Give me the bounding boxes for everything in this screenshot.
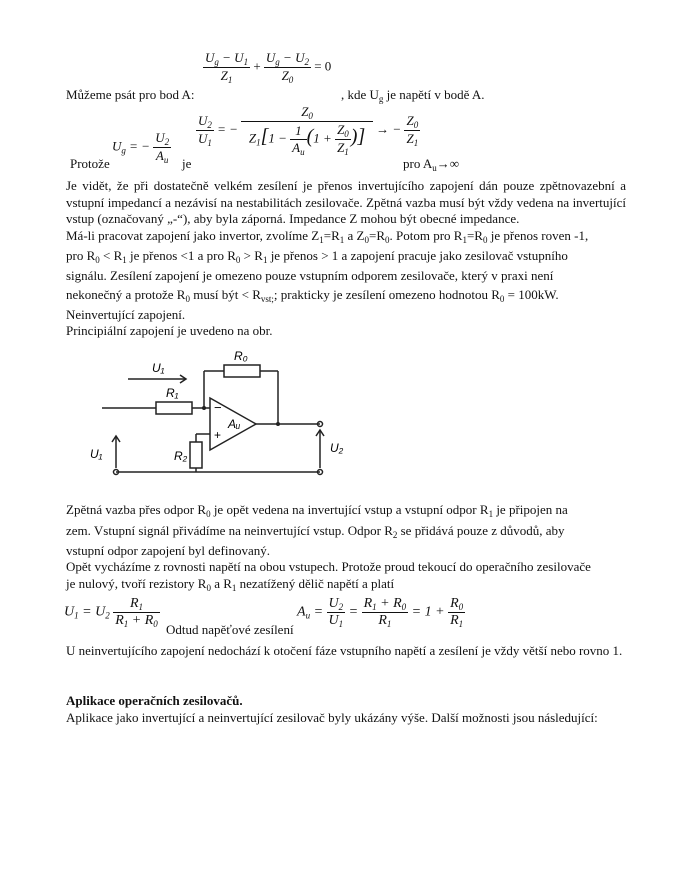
je-label: je <box>182 156 192 171</box>
paragraph-signal: signálu. Zesílení zapojení je omezeno pouze vstupním odporem zesilovače, který v praxi není <box>66 268 554 283</box>
u1-label: U₁ <box>90 447 103 461</box>
paragraph-phase: U neinvertujícího zapojení nedochází k otočení fáze vstupního napětí a zesílení je vždy větší nebo rovno 1. <box>66 643 623 658</box>
equation-node-a: $\frac{U_g - U_1}{Z_1}$ + $\frac{U_g - U_2}{Z_0}$ = 0 <box>205 50 332 85</box>
heading-noninverting: Neinvertující zapojení. <box>66 307 186 322</box>
text-line-1: Můžeme psát pro bod A: <box>66 87 195 102</box>
paragraph-input: zem. Vstupní signál přivádíme na neinvertující vstup. Odpor $R_2$ se přidává pouze z důvodů, aby <box>66 523 565 540</box>
equation-ug: $U_g$ = − $\frac{U_2}{A_u}$ <box>112 130 170 165</box>
paragraph-gain-range: pro $R_0 < R_1$ je přenos <1 a pro $R_0 > R_1$ je přenos > 1 a zapojení pracuje jako zesilovač vstupního <box>66 248 568 265</box>
plus-sign: + <box>214 428 222 442</box>
au-label: Aᵤ <box>228 417 241 431</box>
paragraph-defined: vstupní odpor zapojení byl definovaný. <box>66 543 270 558</box>
protoze-label: Protože <box>70 156 110 171</box>
minus-sign: − <box>214 400 222 415</box>
r0-label: R₀ <box>234 349 248 363</box>
text-line-1-end: , kde $U_g$ je napětí v bodě A. <box>341 87 485 104</box>
pro-au-label: pro $A_u\to\infty$ <box>403 156 460 173</box>
paragraph-feedback: Zpětná vazba přes odpor $R_0$ je opět vedena na invertující vstup a vstupní odpor $R_1$ je připojen na <box>66 502 568 519</box>
noninverting-circuit-diagram <box>86 344 356 479</box>
odtud-label: Odtud napěťové zesílení <box>166 622 294 637</box>
paragraph-inverting: Je vidět, že při dostatečně velkém zesílení je přenos invertujícího zapojení dán pouze zpětnovazební a vstupní impedancí a nezávisí na nestabilitách zesilovače. Zpětná vazba musí být vždy vedena na invertující vstup (označovaný „-“), aby byla záporná. Impedance Z mohou být obecné impedance. <box>66 178 626 226</box>
paragraph-limit: nekonečný a protože $R_0$ musí být < $R_{vst;}$; prakticky je zesílení omezeno hodnotou $R_0 = 100kW$. <box>66 287 559 304</box>
r2-label: R₂ <box>174 449 188 463</box>
paragraph-invertor: Má-li pracovat zapojení jako invertor, zvolíme $Z_1=R_1$ a $Z_0=R_0$. Potom pro $R_1=R_0$ je přenos roven -1, <box>66 228 589 245</box>
r1-label: R₁ <box>166 386 179 400</box>
equation-transfer: $\frac{U_2}{U_1}$ = − $Z_0$ $Z_1[1$ − $\frac{1}{A_u}$ (1 + $\frac{Z_0}{Z_1}$ )] → − $\frac{Z_0}{Z_1}$ <box>198 104 419 157</box>
u2-label: U₂ <box>330 441 344 455</box>
u1-top-label: U₁ <box>152 361 165 375</box>
equation-gain: $A_u$ = $\frac{U_2}{U_1}$ = $\frac{R_1 + R_0}{R_1}$ = 1 + $\frac{R_0}{R_1}$ <box>297 596 464 629</box>
paragraph-applications: Aplikace jako invertující a neinvertující zesilovač byly ukázány výše. Další možnosti jsou následující: <box>66 710 598 725</box>
heading-applications: Aplikace operačních zesilovačů. <box>66 693 243 708</box>
paragraph-divider: je nulový, tvoří rezistory $R_0$ a $R_1$ nezatížený dělič napětí a platí <box>66 576 395 593</box>
equation-divider: $U_1 = U_2$ $\frac{R_1}{R_1 + R_0}$ <box>64 596 158 629</box>
principle-text: Principiální zapojení je uvedeno na obr. <box>66 323 273 338</box>
paragraph-equality: Opět vycházíme z rovnosti napětí na obou vstupech. Protože proud tekoucí do operačního zesilovače <box>66 559 591 574</box>
